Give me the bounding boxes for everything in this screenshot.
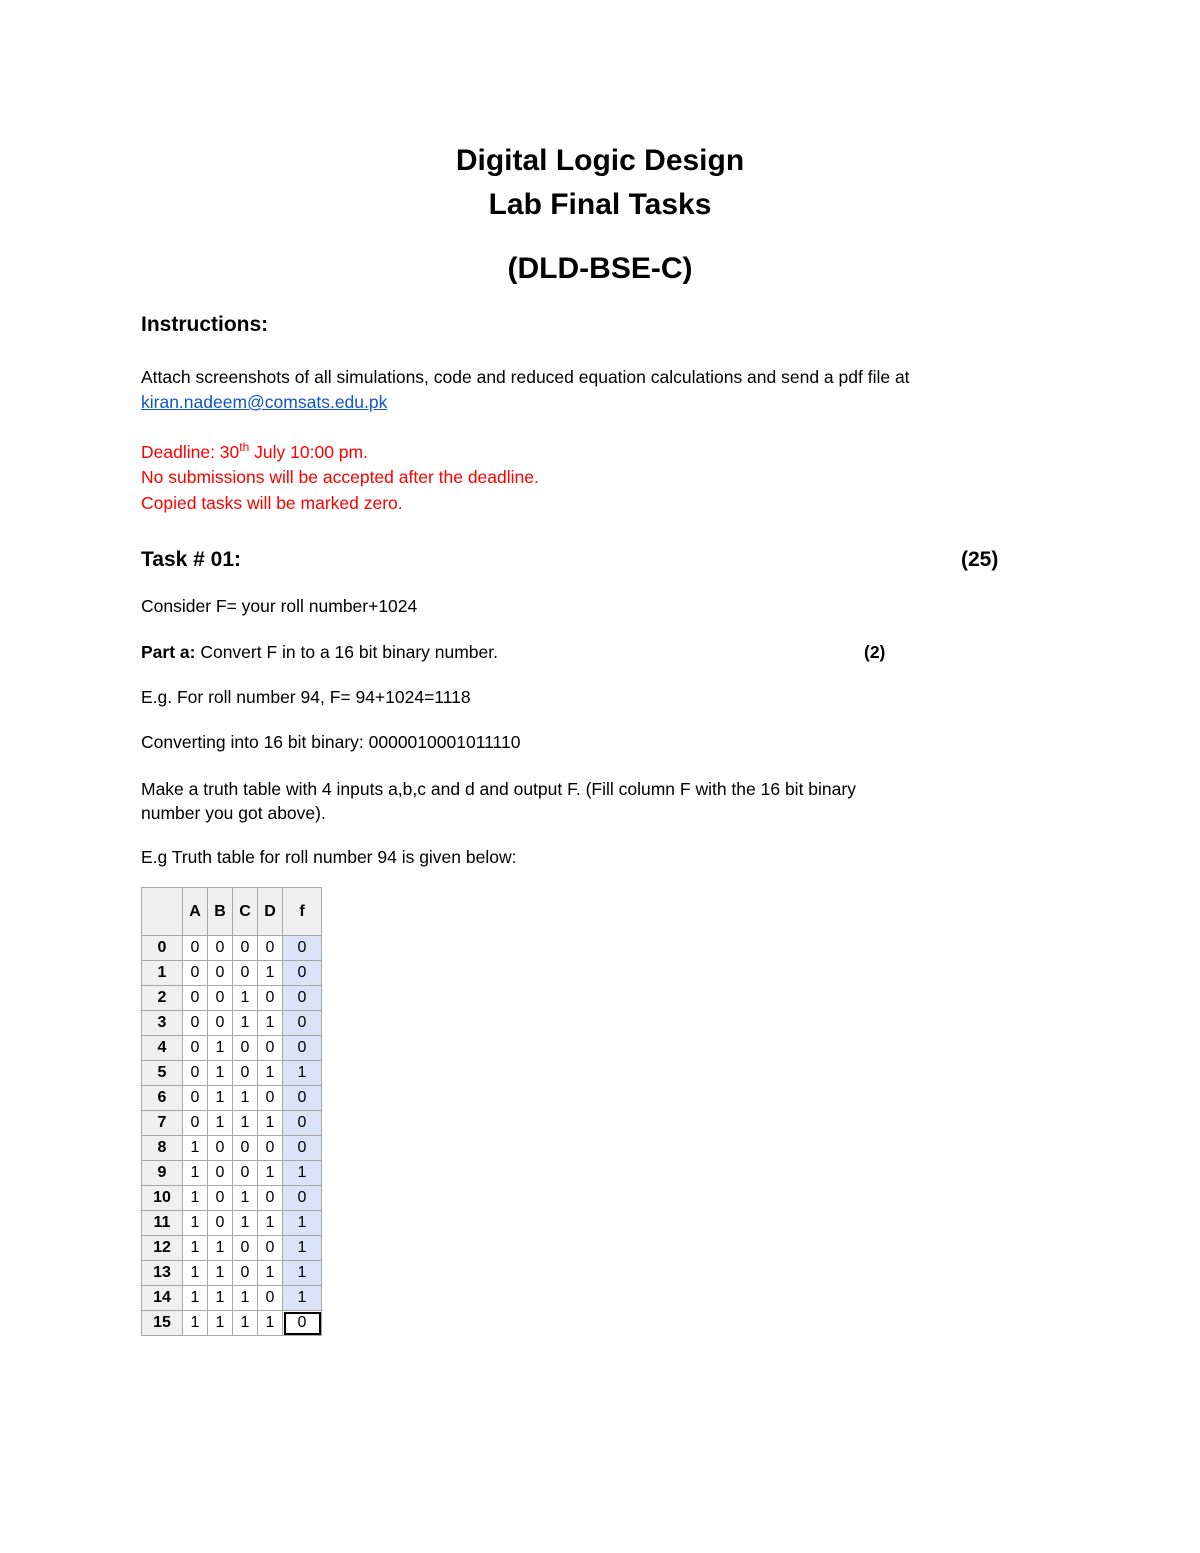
cell-b: 0 (208, 1211, 233, 1236)
cell-b: 0 (208, 1161, 233, 1186)
cell-b: 0 (208, 1011, 233, 1036)
cell-b: 0 (208, 986, 233, 1011)
table-row (142, 1061, 322, 1086)
converting-text: Converting into 16 bit binary: 0000010001011110 (141, 732, 521, 752)
make-table-text-line2: number you got above). (141, 803, 326, 823)
row-index: 1 (142, 961, 183, 986)
table-row (142, 1111, 322, 1136)
part-a-label: Part a: (141, 642, 196, 662)
cell-a: 0 (183, 1011, 208, 1036)
table-row (142, 961, 322, 986)
part-a-text (141, 642, 498, 663)
row-index: 10 (142, 1186, 183, 1211)
cell-d: 1 (258, 1111, 283, 1136)
cell-c: 0 (233, 1161, 258, 1186)
cell-b: 1 (208, 1236, 233, 1261)
cell-b: 0 (208, 1186, 233, 1211)
task1-marks: (25) (961, 548, 999, 571)
cell-c: 0 (233, 1236, 258, 1261)
no-submissions-text: No submissions will be accepted after the deadline. (141, 467, 539, 487)
row-index: 11 (142, 1211, 183, 1236)
column-header-b: B (208, 888, 233, 936)
cell-c: 0 (233, 1036, 258, 1061)
cell-c: 0 (233, 961, 258, 986)
cell-f[interactable]: 0 (283, 1186, 322, 1211)
task1-heading: Task # 01: (141, 548, 242, 571)
cell-b: 1 (208, 1036, 233, 1061)
cell-d: 0 (258, 936, 283, 961)
cell-f[interactable]: 0 (283, 961, 322, 986)
cell-d: 0 (258, 1136, 283, 1161)
truth-table-header-row (142, 888, 322, 936)
row-index: 5 (142, 1061, 183, 1086)
table-row (142, 1086, 322, 1111)
cell-f[interactable]: 0 (283, 1311, 322, 1336)
cell-f[interactable]: 0 (283, 986, 322, 1011)
cell-a: 1 (183, 1161, 208, 1186)
truth-table (141, 887, 322, 1336)
cell-c: 1 (233, 1011, 258, 1036)
cell-d: 1 (258, 961, 283, 986)
truth-table-body (142, 936, 322, 1336)
example-text: E.g. For roll number 94, F= 94+1024=1118 (141, 687, 471, 707)
cell-f[interactable]: 0 (283, 1111, 322, 1136)
cell-a: 0 (183, 1111, 208, 1136)
cell-a: 1 (183, 1211, 208, 1236)
make-table-text-line1: Make a truth table with 4 inputs a,b,c and d and output F. (Fill column F with the 16 bit binary (141, 779, 856, 799)
part-a-description: Convert F in to a 16 bit binary number. (195, 642, 498, 662)
cell-b: 1 (208, 1286, 233, 1311)
table-row (142, 1036, 322, 1061)
row-index: 12 (142, 1236, 183, 1261)
row-index: 4 (142, 1036, 183, 1061)
deadline-superscript: th (239, 440, 250, 454)
cell-d: 1 (258, 1161, 283, 1186)
cell-f[interactable]: 1 (283, 1061, 322, 1086)
cell-d: 0 (258, 1036, 283, 1061)
table-row (142, 1286, 322, 1311)
table-row (142, 1311, 322, 1336)
cell-c: 1 (233, 1111, 258, 1136)
cell-a: 1 (183, 1286, 208, 1311)
cell-f[interactable]: 1 (283, 1236, 322, 1261)
row-index: 3 (142, 1011, 183, 1036)
cell-b: 1 (208, 1061, 233, 1086)
row-index: 6 (142, 1086, 183, 1111)
table-row (142, 1011, 322, 1036)
cell-a: 0 (183, 961, 208, 986)
cell-f[interactable]: 1 (283, 1161, 322, 1186)
cell-c: 1 (233, 1211, 258, 1236)
course-code: (DLD-BSE-C) (507, 252, 693, 285)
row-index: 15 (142, 1311, 183, 1336)
table-row (142, 1211, 322, 1236)
table-row (142, 1261, 322, 1286)
cell-c: 0 (233, 1061, 258, 1086)
row-index: 13 (142, 1261, 183, 1286)
cell-b: 0 (208, 961, 233, 986)
eg-truth-table-text: E.g Truth table for roll number 94 is given below: (141, 847, 517, 867)
page-subtitle: Lab Final Tasks (488, 188, 712, 221)
table-row (142, 1236, 322, 1261)
cell-c: 1 (233, 1186, 258, 1211)
cell-c: 0 (233, 1261, 258, 1286)
row-index: 0 (142, 936, 183, 961)
cell-b: 1 (208, 1111, 233, 1136)
cell-a: 0 (183, 936, 208, 961)
row-index: 2 (142, 986, 183, 1011)
cell-c: 1 (233, 986, 258, 1011)
part-a-marks: (2) (864, 642, 886, 662)
cell-d: 0 (258, 1186, 283, 1211)
row-index: 9 (142, 1161, 183, 1186)
cell-f[interactable]: 0 (283, 1011, 322, 1036)
cell-b: 1 (208, 1261, 233, 1286)
table-row (142, 936, 322, 961)
cell-a: 0 (183, 986, 208, 1011)
cell-d: 1 (258, 1311, 283, 1336)
row-index: 7 (142, 1111, 183, 1136)
column-header-c: C (233, 888, 258, 936)
cell-a: 1 (183, 1236, 208, 1261)
cell-f[interactable]: 1 (283, 1261, 322, 1286)
cell-c: 0 (233, 1136, 258, 1161)
table-row (142, 1161, 322, 1186)
cell-a: 1 (183, 1261, 208, 1286)
cell-a: 0 (183, 1061, 208, 1086)
cell-d: 1 (258, 1261, 283, 1286)
cell-a: 1 (183, 1186, 208, 1211)
truth-table-corner (142, 888, 183, 936)
instructions-text: Attach screenshots of all simulations, code and reduced equation calculations and send a pdf file at (141, 367, 910, 387)
cell-f[interactable]: 0 (283, 1086, 322, 1111)
cell-d: 1 (258, 1211, 283, 1236)
deadline-text (141, 440, 368, 463)
column-header-f: f (283, 888, 322, 936)
cell-f[interactable]: 0 (283, 1036, 322, 1061)
consider-text: Consider F= your roll number+1024 (141, 596, 418, 616)
cell-d: 0 (258, 1286, 283, 1311)
cell-d: 0 (258, 986, 283, 1011)
page-title: Digital Logic Design (455, 144, 745, 177)
row-index: 8 (142, 1136, 183, 1161)
cell-b: 1 (208, 1086, 233, 1111)
table-row (142, 1136, 322, 1161)
instructions-heading: Instructions: (141, 313, 269, 336)
column-header-d: D (258, 888, 283, 936)
cell-f[interactable]: 1 (283, 1286, 322, 1311)
cell-d: 0 (258, 1086, 283, 1111)
cell-a: 1 (183, 1311, 208, 1336)
row-index: 14 (142, 1286, 183, 1311)
cell-c: 1 (233, 1286, 258, 1311)
email-link[interactable]: kiran.nadeem@comsats.edu.pk (141, 392, 388, 412)
cell-a: 0 (183, 1086, 208, 1111)
deadline-prefix: Deadline: 30 (141, 441, 240, 462)
cell-c: 1 (233, 1311, 258, 1336)
cell-c: 0 (233, 936, 258, 961)
cell-b: 0 (208, 936, 233, 961)
cell-f[interactable]: 0 (283, 936, 322, 961)
cell-d: 1 (258, 1061, 283, 1086)
deadline-suffix: July 10:00 pm. (249, 441, 368, 462)
cell-b: 1 (208, 1311, 233, 1336)
cell-c: 1 (233, 1086, 258, 1111)
cell-f[interactable]: 0 (283, 1136, 322, 1161)
cell-d: 1 (258, 1011, 283, 1036)
table-row (142, 1186, 322, 1211)
copied-tasks-text: Copied tasks will be marked zero. (141, 493, 403, 513)
cell-b: 0 (208, 1136, 233, 1161)
table-row (142, 986, 322, 1011)
cell-a: 1 (183, 1136, 208, 1161)
column-header-a: A (183, 888, 208, 936)
cell-d: 0 (258, 1236, 283, 1261)
cell-a: 0 (183, 1036, 208, 1061)
cell-f[interactable]: 1 (283, 1211, 322, 1236)
